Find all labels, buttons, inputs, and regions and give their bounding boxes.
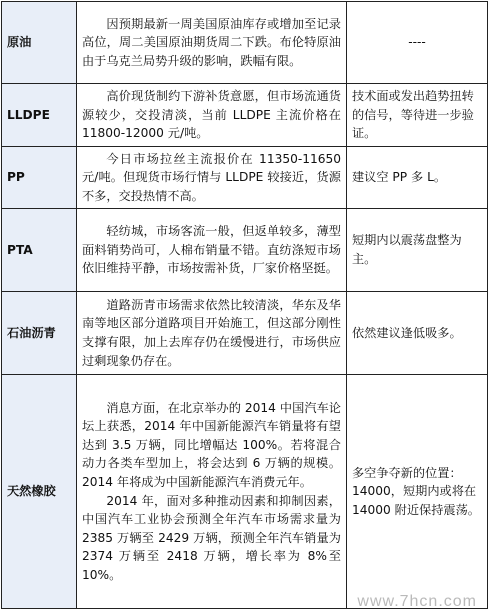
label-pp: PP — [2, 147, 77, 209]
content-natural-rubber — [77, 375, 347, 609]
label-asphalt: 石油沥青 — [2, 292, 77, 375]
content-crude-oil — [77, 2, 347, 84]
advice-natural-rubber: 多空争夺新的位置：14000，短期内或将在 14000 附近保持震荡。 — [347, 375, 488, 609]
content-paragraph: 道路沥青市场需求依然比较清淡，华东及华南等地区部分道路项目开始施工，但这部分刚性支撑有限，加上去库存仍在缓慢进行，市场供应过剩现象仍存在。 — [82, 297, 341, 368]
label-pta: PTA — [2, 209, 77, 292]
label-crude-oil: 原油 — [2, 2, 77, 84]
content-lldpe — [77, 84, 347, 147]
label-natural-rubber: 天然橡胶 — [2, 375, 77, 609]
label-lldpe: LLDPE — [2, 84, 77, 147]
content-paragraph: 消息方面，在北京举办的 2014 中国汽车论坛上获悉，2014 年中国新能源汽车销量将有望达到 3.5 万辆，同比增幅达 100%。若将混合动力各类车型加上，将会达到 6 万辆的规模。2014 年将成为中国新能源汽车消费元年。 — [82, 400, 341, 489]
advice-asphalt: 依然建议逢低吸多。 — [347, 292, 488, 375]
content-paragraph: 今日市场拉丝主流报价在 11350-11650 元/吨。但现货市场行情与 LLDPE 较接近，货源不多，交投热情不高。 — [82, 151, 341, 203]
content-pta — [77, 209, 347, 292]
content-paragraph: 2014 年，面对多种推动因素和抑制因素，中国汽车工业协会预测全年汽车市场需求量为 2385 万辆至 2429 万辆，预测全年汽车销量为 2374 万辆至 2418 万辆，增长率为 8%至 10%。 — [82, 493, 341, 582]
row-pp — [2, 147, 488, 209]
content-paragraph: 轻纺城，市场客流一般，但返单较多，薄型面料销势尚可，人棉布销量不错。直纺涤短市场依旧维持平静，市场按需补货，厂家价格坚挺。 — [82, 224, 341, 276]
advice-pta: 短期内以震荡盘整为主。 — [347, 209, 488, 292]
content-asphalt — [77, 292, 347, 375]
content-pp — [77, 147, 347, 209]
commodity-analysis-table — [1, 1, 488, 609]
row-natural-rubber — [2, 375, 488, 609]
row-pta — [2, 209, 488, 292]
advice-crude-oil: ---- — [347, 2, 488, 84]
advice-pp: 建议空 PP 多 L。 — [347, 147, 488, 209]
row-crude-oil — [2, 2, 488, 84]
watermark-text: www.7hcn.com — [357, 593, 477, 610]
content-paragraph: 高价现货制约下游补货意愿，但市场流通货源较少，交投清淡，当前 LLDPE 主流价格在 11800-12000 元/吨。 — [82, 89, 341, 141]
row-asphalt — [2, 292, 488, 375]
content-paragraph: 因预期最新一周美国原油库存或增加至记录高位，周二美国原油期货周二下跌。布伦特原油由于乌克兰局势升级的影响，跌幅有限。 — [82, 16, 341, 68]
row-lldpe — [2, 84, 488, 147]
advice-lldpe: 技术面或发出趋势扭转的信号，等待进一步验证。 — [347, 84, 488, 147]
